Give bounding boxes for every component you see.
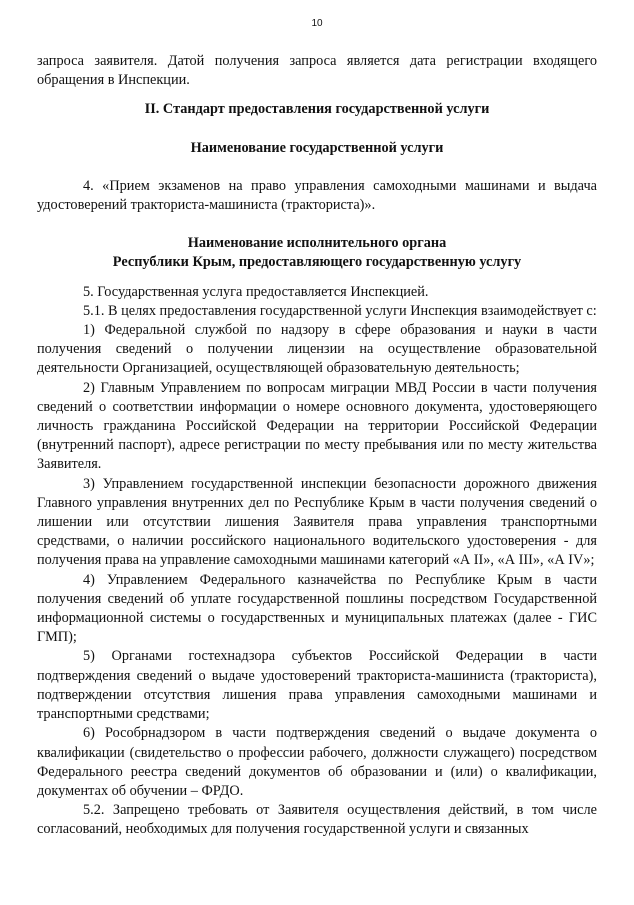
list-item-5: 5) Органами гостехнадзора субъектов Российской Федерации в части подтверждения сведений о выдаче удостоверений тракториста-машиниста (тракториста), подтверждении отсутствия лишения права управления самоходными машинами и транспортными средствами; xyxy=(37,648,597,723)
service-name-heading: Наименование государственной услуги xyxy=(190,139,444,156)
list-item-4: 4) Управлением Федерального казначейства по Республике Крым в части получения сведений об уплате государственной пошлины посредством Государственной информационной системы о государственных и муниципальных платежах (далее - ГИС ГМП); xyxy=(37,571,597,646)
page-number: 10 xyxy=(311,18,323,29)
paragraph-5-2: 5.2. Запрещено требовать от Заявителя осуществления действий, в том числе согласований, необходимых для получения государственной услуги и связанных xyxy=(37,802,597,838)
list-item-1: 1) Федеральной службой по надзору в сфере образования и науки в части получения сведений о получении лицензии на осуществление образовательной деятельности Организацией, осуществляющей образовательную деятельность; xyxy=(37,322,597,377)
paragraph-5: 5. Государственная услуга предоставляется Инспекцией. xyxy=(83,283,429,300)
list-item-2: 2) Главным Управлением по вопросам миграции МВД России в части получения сведений о соответствии информации о номере основного документа, удостоверяющего личность гражданина Российской Федерации на территории Российской Федерации (внутренний паспорт), адресе регистрации по месту пребывания или по месту жительства Заявителя. xyxy=(37,379,597,473)
document-body xyxy=(37,52,597,840)
continuation-paragraph: запроса заявителя. Датой получения запроса является дата регистрации входящего обращения в Инспекции. xyxy=(37,53,597,89)
organ-heading-line2: Республики Крым, предоставляющего государственную услугу xyxy=(112,254,522,271)
organ-heading-line1: Наименование исполнительного органа xyxy=(187,235,447,252)
list-item-6: 6) Рособрнадзором в части подтверждения сведений о выдаче документа о квалификации (свидетельство о профессии рабочего, должности служащего) посредством Федерального реестра сведений документов об образовании и (или) о квалификации, документах об обучении – ФРДО. xyxy=(37,725,597,799)
list-item-3: 3) Управлением государственной инспекции безопасности дорожного движения Главного управления внутренних дел по Республике Крым в части получения сведений о лишении или отсутствии лишения Заявителя права управления транспортными средствами, о наличии российского национального водительского удостоверения - для получения права на управление самоходными машинами категорий «А II», «А III», «А IV»; xyxy=(37,475,597,569)
section-title: II. Стандарт предоставления государственной услуги xyxy=(144,101,490,118)
paragraph-5-1: 5.1. В целях предоставления государственной услуги Инспекция взаимодействует с: xyxy=(83,302,597,319)
paragraph-4: 4. «Прием экзаменов на право управления самоходными машинами и выдача удостоверений тракториста-машиниста (тракториста)». xyxy=(37,177,597,214)
